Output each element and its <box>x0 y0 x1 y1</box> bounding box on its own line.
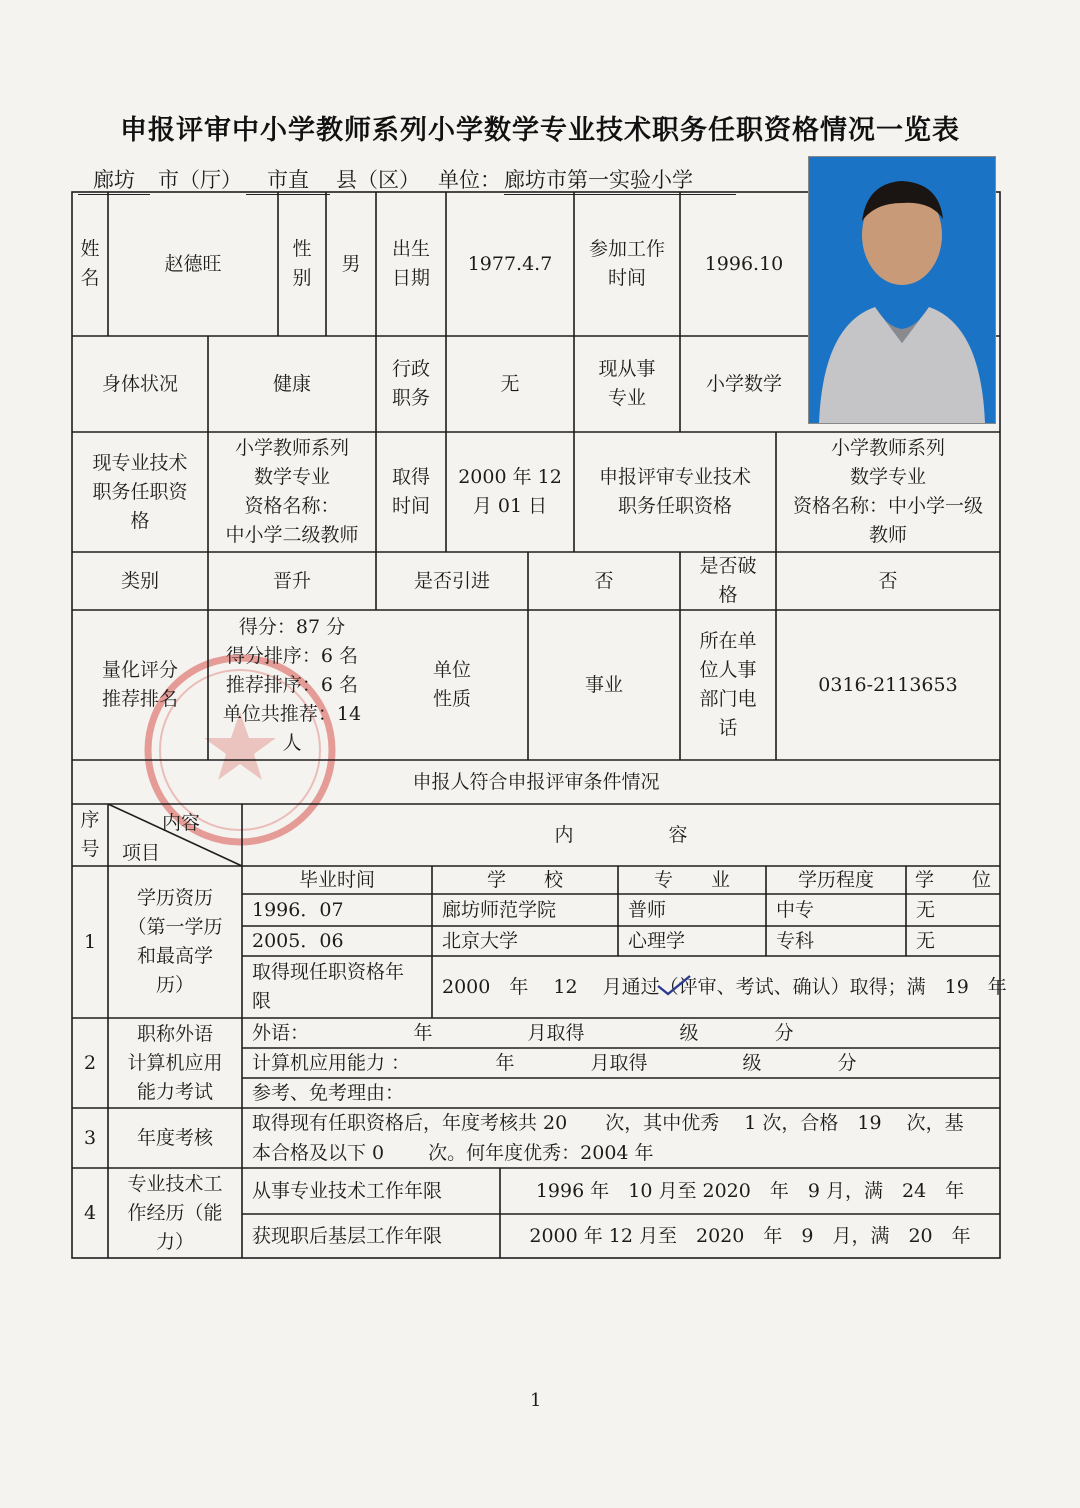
category-label: 类别 <box>120 569 159 592</box>
annual-line-1: 取得现有任职资格后，年度考核共 20 次，其中优秀 1 次，合格 19 次，基 <box>252 1111 964 1134</box>
page-title: 申报评审中小学教师系列小学数学专业技术职务任职资格情况一览表 <box>120 115 960 146</box>
annual-label: 年度考核 <box>136 1126 213 1149</box>
annual-line-2: 本合格及以下 0 次。何年度优秀：2004 年 <box>252 1141 654 1164</box>
qualification-years-label: 取得现任职资格年 限 <box>252 961 405 1012</box>
conditions-section-title: 申报人符合申报评审条件情况 <box>412 770 660 793</box>
seq-header: 序 号 <box>80 809 100 860</box>
content-header: 内 容 <box>554 823 688 846</box>
gender-label: 性 别 <box>292 238 312 289</box>
edu-row-1-time: 1996．07 <box>252 898 344 921</box>
edu-row-2-time: 2005．06 <box>252 929 344 952</box>
qualification-years-value: 2000 年 12 月通过（评审、考试、确认）取得；满 19 年 <box>442 975 1007 998</box>
grassroots-years-label: 获现职后基层工作年限 <box>252 1224 443 1247</box>
work-label: 专业技术工 作经历（能 力） <box>127 1172 223 1253</box>
apply-title-value: 小学教师系列 数学专业 资格名称：中小学一级 教师 <box>792 437 983 546</box>
category-value: 晋升 <box>272 569 311 592</box>
apply-title-label: 申报评审专业技术 职务任职资格 <box>598 466 751 517</box>
birth-value: 1977.4.7 <box>467 252 553 275</box>
edu-row-1-level: 中专 <box>776 898 815 921</box>
edu-row-1-degree: 无 <box>916 898 936 921</box>
lang-seq: 2 <box>83 1051 97 1074</box>
birth-label: 出生 日期 <box>391 238 430 289</box>
edu-row-2-major: 心理学 <box>628 929 686 952</box>
edu-header-school: 学 校 <box>486 868 563 891</box>
computer-skill-line: 计算机应用能力 ： 年 月取得 级 分 <box>252 1051 857 1074</box>
work-seq: 4 <box>83 1201 97 1224</box>
unit-nature-label: 单位 性质 <box>432 659 471 710</box>
checkmark-icon <box>654 974 694 998</box>
admin-post-label: 行政 职务 <box>391 358 430 409</box>
content-header-corner: 内容 <box>162 812 201 834</box>
name-value: 赵德旺 <box>164 252 222 275</box>
page-number: 1 <box>530 1390 542 1411</box>
edu-label: 学历资历 （第一学历 和最高学 历） <box>127 887 223 996</box>
edu-row-1-major: 普师 <box>628 898 667 921</box>
current-title-label: 现专业技术 职务任职资 格 <box>92 451 188 532</box>
unit-nature-value: 事业 <box>584 673 623 696</box>
grassroots-years-value: 2000 年 12 月至 2020 年 9 月，满 20 年 <box>529 1224 971 1247</box>
hr-phone-value: 0316-2113653 <box>818 673 958 696</box>
edu-seq: 1 <box>83 930 97 953</box>
edu-row-2-level: 专科 <box>776 929 815 952</box>
introduced-value: 否 <box>594 569 614 592</box>
edu-row-2-degree: 无 <box>916 929 936 952</box>
ranking-label: 量化评分 推荐排名 <box>101 659 178 710</box>
current-title-value: 小学教师系列 数学专业 资格名称： 中小学二级教师 <box>225 437 359 546</box>
unit-label: 单位： <box>438 168 501 192</box>
city-value: 廊坊 <box>78 164 150 195</box>
item-header: 项目 <box>122 842 161 864</box>
pro-work-years-label: 从事专业技术工作年限 <box>252 1179 443 1202</box>
annual-seq: 3 <box>83 1126 97 1149</box>
health-value: 健康 <box>272 372 311 395</box>
major-value: 小学数学 <box>705 372 782 395</box>
obtain-time-label: 取得 时间 <box>391 466 430 517</box>
county-label: 县（区） <box>336 168 420 192</box>
pro-work-years-value: 1996 年 10 月至 2020 年 9 月，满 24 年 <box>535 1179 965 1202</box>
applicant-photo <box>808 156 996 424</box>
exception-label: 是否破 格 <box>699 555 757 606</box>
work-start-value: 1996.10 <box>704 252 784 275</box>
name-label: 姓 名 <box>80 238 100 289</box>
health-label: 身体状况 <box>101 372 178 395</box>
lang-label: 职称外语 计算机应用 能力考试 <box>127 1022 223 1103</box>
city-label: 市（厅） <box>158 168 242 192</box>
edu-row-1-school: 廊坊师范学院 <box>442 898 557 921</box>
exception-value: 否 <box>878 569 898 592</box>
edu-header-degree: 学 位 <box>914 868 991 891</box>
obtain-time-value: 2000 年 12 月 01 日 <box>458 466 562 517</box>
ranking-value: 得分：87 分 得分排序：6 名 推荐排序：6 名 单位共推荐：14 人 <box>222 615 362 754</box>
hr-phone-label: 所在单 位人事 部门电 话 <box>699 630 757 739</box>
work-start-label: 参加工作 时间 <box>588 238 665 289</box>
edu-row-2-school: 北京大学 <box>442 929 519 952</box>
foreign-language-line: 外语： 年 月取得 级 分 <box>252 1021 794 1044</box>
gender-value: 男 <box>341 252 361 275</box>
unit-value: 廊坊市第一实验小学 <box>504 164 736 195</box>
edu-header-level: 学历程度 <box>797 868 874 891</box>
exemption-reason-line: 参考、免考理由： <box>252 1081 405 1104</box>
admin-post-value: 无 <box>500 372 520 395</box>
major-label: 现从事 专业 <box>598 358 656 409</box>
edu-header-major: 专 业 <box>653 868 730 891</box>
county-value: 市直 <box>246 164 330 195</box>
edu-header-grad-time: 毕业时间 <box>298 868 375 891</box>
introduced-label: 是否引进 <box>413 569 490 592</box>
